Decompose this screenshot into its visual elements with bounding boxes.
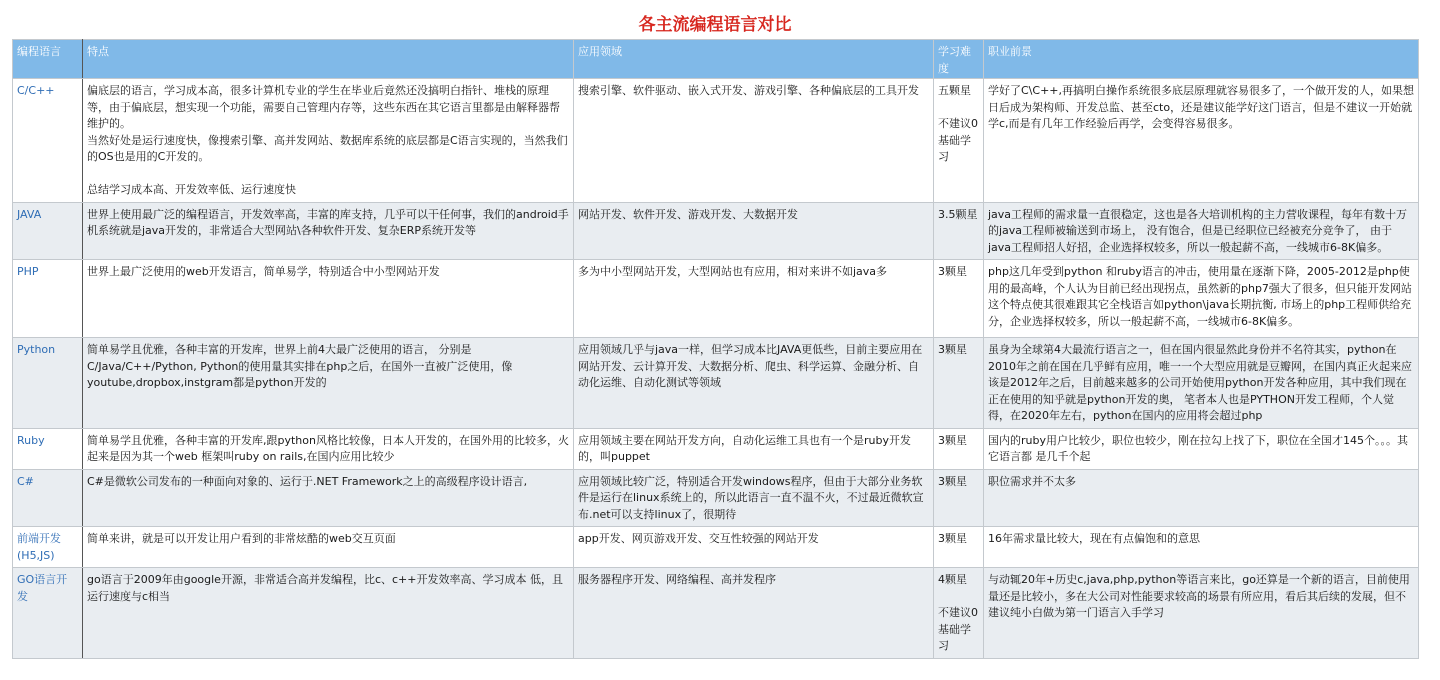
table-row xyxy=(13,260,1419,338)
table-row xyxy=(13,79,1419,203)
table-row xyxy=(13,469,1419,527)
header-domains: 应用领域 xyxy=(574,40,934,79)
table-row xyxy=(13,527,1419,568)
career-cell: java工程师的需求量一直很稳定，这也是各大培训机构的主力营收课程，每年有数十万的java工程师被输送到市场上， 没有饱合，但是已经职位已经被充分竞争了， 由于java工程师招人好招，企业选择权较多，所以一般起薪不高，一线城市6-8K偏多。 xyxy=(984,202,1419,260)
domains-cell: 网站开发、软件开发、游戏开发、大数据开发 xyxy=(574,202,934,260)
features-cell: 简单来讲，就是可以开发让用户看到的非常炫酷的web交互页面 xyxy=(83,527,574,568)
domains-cell: 服务器程序开发、网络编程、高并发程序 xyxy=(574,568,934,659)
header-career: 职业前景 xyxy=(984,40,1419,79)
header-lang: 编程语言 xyxy=(13,40,83,79)
comparison-table xyxy=(12,39,1419,659)
difficulty-cell: 3颗星 xyxy=(934,469,984,527)
career-cell: 虽身为全球第4大最流行语言之一，但在国内很显然此身份并不名符其实，python在2010年之前在国在几乎鲜有应用，唯一一个大型应用就是豆瓣网，在国内真正火起来应该是2012年之后，目前越来越多的公司开始使用python开发各种应用，其中我们现在正在使用的知乎就是python开发的奥， 笔者本人也是PYTHON开发工程师，个人觉得，在2020年左右，python在国内的应用将会超过php xyxy=(984,338,1419,429)
lang-cell: Python xyxy=(13,338,83,429)
career-cell: 学好了C\C++,再搞明白操作系统很多底层原理就容易很多了，一个做开发的人，如果想日后成为架构师、开发总监、甚至cto，还是建议能学好这门语言，但是不建议一开始就学c,而是有几年工作经验后再学，会变得容易很多。 xyxy=(984,79,1419,203)
career-cell: 与动辄20年+历史c,java,php,python等语言来比，go还算是一个新的语言，目前使用量还是比较小，多在大公司对性能要求较高的场景有所应用，看后其后续的发展，但不建议纯小白做为第一门语言入手学习 xyxy=(984,568,1419,659)
difficulty-cell: 3颗星 xyxy=(934,428,984,469)
lang-cell: JAVA xyxy=(13,202,83,260)
career-cell: php这几年受到python 和ruby语言的冲击，使用量在逐渐下降，2005-2012是php使用的最高峰，个人认为目前已经出现拐点，虽然新的php7强大了很多，但只能开发网站这个特点使其很难跟其它全栈语言如python\java长期抗衡, 市场上的php工程师供给充分，企业选择权较多，所以一般起薪不高，一线城市6-8K偏多。 xyxy=(984,260,1419,338)
lang-cell: Ruby xyxy=(13,428,83,469)
table-row xyxy=(13,338,1419,429)
career-cell: 职位需求并不太多 xyxy=(984,469,1419,527)
features-cell: 世界上使用最广泛的编程语言，开发效率高，丰富的库支持，几乎可以干任何事，我们的android手机系统就是java开发的，非常适合大型网站\各种软件开发、复杂ERP系统开发等 xyxy=(83,202,574,260)
features-cell: C#是微软公司发布的一种面向对象的、运行于.NET Framework之上的高级程序设计语言, xyxy=(83,469,574,527)
table-row xyxy=(13,568,1419,659)
difficulty-cell: 3.5颗星 xyxy=(934,202,984,260)
domains-cell: 搜索引擎、软件驱动、嵌入式开发、游戏引擎、各种偏底层的工具开发 xyxy=(574,79,934,203)
table-row xyxy=(13,428,1419,469)
header-row xyxy=(13,40,1419,79)
table-row xyxy=(13,202,1419,260)
features-cell: 简单易学且优雅，各种丰富的开发库，世界上前4大最广泛使用的语言， 分别是C/Java/C++/Python, Python的使用量其实排在php之后，在国外一直被广泛使用，像youtube,dropbox,instgram都是python开发的 xyxy=(83,338,574,429)
features-cell: 简单易学且优雅，各种丰富的开发库,跟python风格比较像，日本人开发的，在国外用的比较多，火起来是因为其一个web 框架叫ruby on rails,在国内应用比较少 xyxy=(83,428,574,469)
difficulty-cell: 3颗星 xyxy=(934,260,984,338)
lang-cell: 前端开发 (H5,JS) xyxy=(13,527,83,568)
career-cell: 16年需求量比较大，现在有点偏饱和的意思 xyxy=(984,527,1419,568)
domains-cell: app开发、网页游戏开发、交互性较强的网站开发 xyxy=(574,527,934,568)
difficulty-cell: 4颗星 不建议0基础学习 xyxy=(934,568,984,659)
domains-cell: 应用领域比较广泛，特别适合开发windows程序，但由于大部分业务软件是运行在linux系统上的，所以此语言一直不温不火，不过最近微软宣布.net可以支持linux了，很期待 xyxy=(574,469,934,527)
difficulty-cell: 3颗星 xyxy=(934,527,984,568)
lang-cell: GO语言开发 xyxy=(13,568,83,659)
domains-cell: 多为中小型网站开发，大型网站也有应用，相对来讲不如java多 xyxy=(574,260,934,338)
header-features: 特点 xyxy=(83,40,574,79)
features-cell: 偏底层的语言，学习成本高，很多计算机专业的学生在毕业后竟然还没搞明白指针、堆栈的原理等，由于偏底层，想实现一个功能，需要自己管理内存等，这些东西在其它语言里都是由解释器帮维护的。 当然好处是运行速度快，像搜索引擎、高并发网站、数据库系统的底层都是C语言实现的，当然我们的OS也是用的C开发的。 总结学习成本高、开发效率低、运行速度快 xyxy=(83,79,574,203)
lang-cell: C/C++ xyxy=(13,79,83,203)
difficulty-cell: 五颗星 不建议0基础学习 xyxy=(934,79,984,203)
lang-cell: PHP xyxy=(13,260,83,338)
career-cell: 国内的ruby用户比较少，职位也较少，刚在拉勾上找了下，职位在全国才145个。。。其它语言都 是几千个起 xyxy=(984,428,1419,469)
page-title: 各主流编程语言对比 xyxy=(638,15,792,35)
difficulty-cell: 3颗星 xyxy=(934,338,984,429)
domains-cell: 应用领域几乎与java一样，但学习成本比JAVA更低些，目前主要应用在网站开发、云计算开发、大数据分析、爬虫、科学运算、金融分析、自动化运维、自动化测试等领域 xyxy=(574,338,934,429)
features-cell: 世界上最广泛使用的web开发语言，简单易学，特别适合中小型网站开发 xyxy=(83,260,574,338)
domains-cell: 应用领域主要在网站开发方向，自动化运维工具也有一个是ruby开发的，叫puppet xyxy=(574,428,934,469)
lang-cell: C# xyxy=(13,469,83,527)
header-difficulty: 学习难度 xyxy=(934,40,984,79)
features-cell: go语言于2009年由google开源，非常适合高并发编程，比c、c++开发效率高、学习成本 低，且运行速度与c相当 xyxy=(83,568,574,659)
